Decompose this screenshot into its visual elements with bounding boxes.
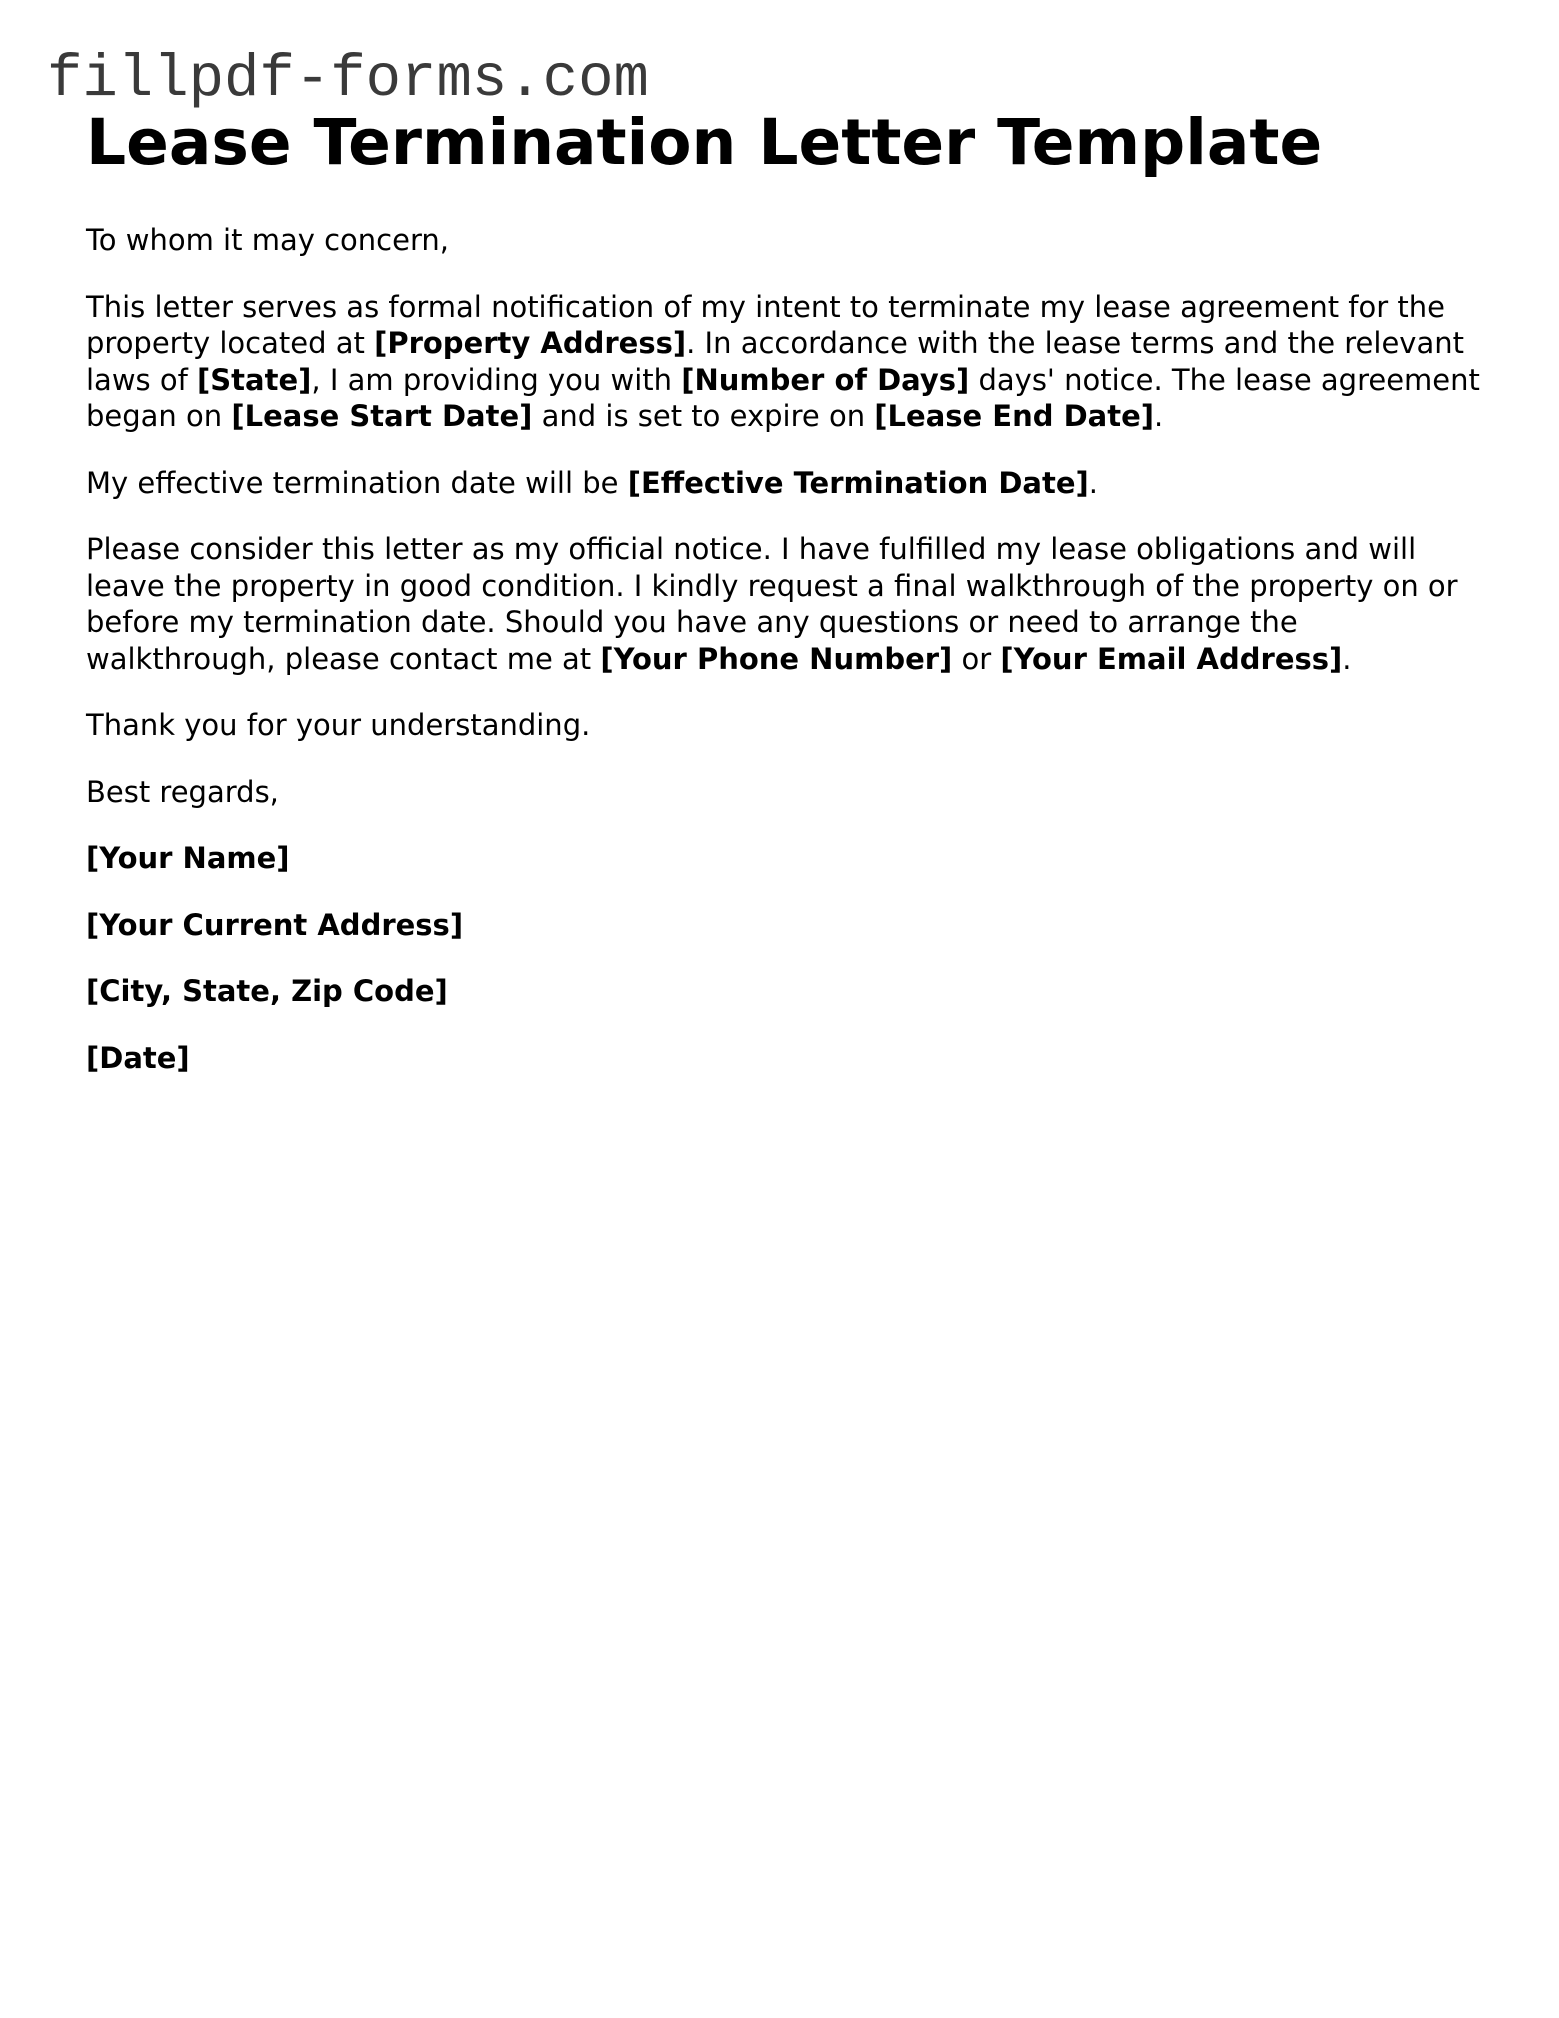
page-title: Lease Termination Letter Template — [86, 106, 1323, 179]
lease-start-date-placeholder: [Lease Start Date] — [231, 399, 533, 433]
thanks-line: Thank you for your understanding. — [86, 708, 591, 742]
paragraph-text: Please consider this letter as my official notice. I have fulfilled my lease obligations and will leave the property in good condition. I kindly request a final walkthrough of the property on or before my termination date. Should you have any questions or need to arrange the walkthrough, please contact me at — [86, 532, 1458, 676]
paragraph-text: and is set to expire on — [532, 399, 875, 433]
signature-address — [86, 907, 1486, 944]
number-of-days-placeholder: [Number of Days] — [681, 362, 970, 397]
paragraph-notification — [86, 289, 1486, 435]
signature-name — [86, 840, 1486, 877]
signature-date — [86, 1040, 1486, 1077]
paragraph-text: . — [1088, 465, 1098, 500]
effective-termination-date-placeholder: [Effective Termination Date] — [627, 465, 1089, 500]
your-name-placeholder: [Your Name] — [86, 841, 290, 875]
date-placeholder: [Date] — [86, 1040, 190, 1075]
lease-end-date-placeholder: [Lease End Date] — [874, 399, 1155, 433]
email-address-placeholder: [Your Email Address] — [1000, 641, 1343, 676]
phone-number-placeholder: [Your Phone Number] — [600, 641, 953, 676]
current-address-placeholder: [Your Current Address] — [86, 907, 464, 942]
property-address-placeholder: [Property Address] — [374, 326, 687, 360]
paragraph-effective-date — [86, 465, 1486, 502]
paragraph-official-notice — [86, 531, 1486, 677]
paragraph-text: . — [1154, 399, 1164, 433]
paragraph-text: or — [952, 641, 1001, 676]
state-placeholder: [State] — [197, 362, 312, 397]
paragraph-text: . In accordance with the lease terms and the relevant laws of — [86, 326, 1464, 397]
closing-line: Best regards, — [86, 774, 279, 809]
city-state-zip-placeholder: [City, State, Zip Code] — [86, 974, 448, 1008]
paragraph-text: My effective termination date will be — [86, 465, 628, 500]
paragraph-text: days' notice. The lease agreement began on — [86, 362, 1480, 433]
paragraph-text: This letter serves as formal notification of my intent to terminate my lease agreement for the property located at — [86, 289, 1445, 360]
watermark-text: fillpdf-forms.com — [47, 46, 649, 113]
paragraph-text: . — [1342, 641, 1352, 676]
paragraph-text: , I am providing you with — [311, 362, 682, 397]
signature-city-state-zip — [86, 973, 1486, 1010]
salutation: To whom it may concern, — [86, 223, 449, 257]
letter-body — [86, 222, 1486, 1106]
